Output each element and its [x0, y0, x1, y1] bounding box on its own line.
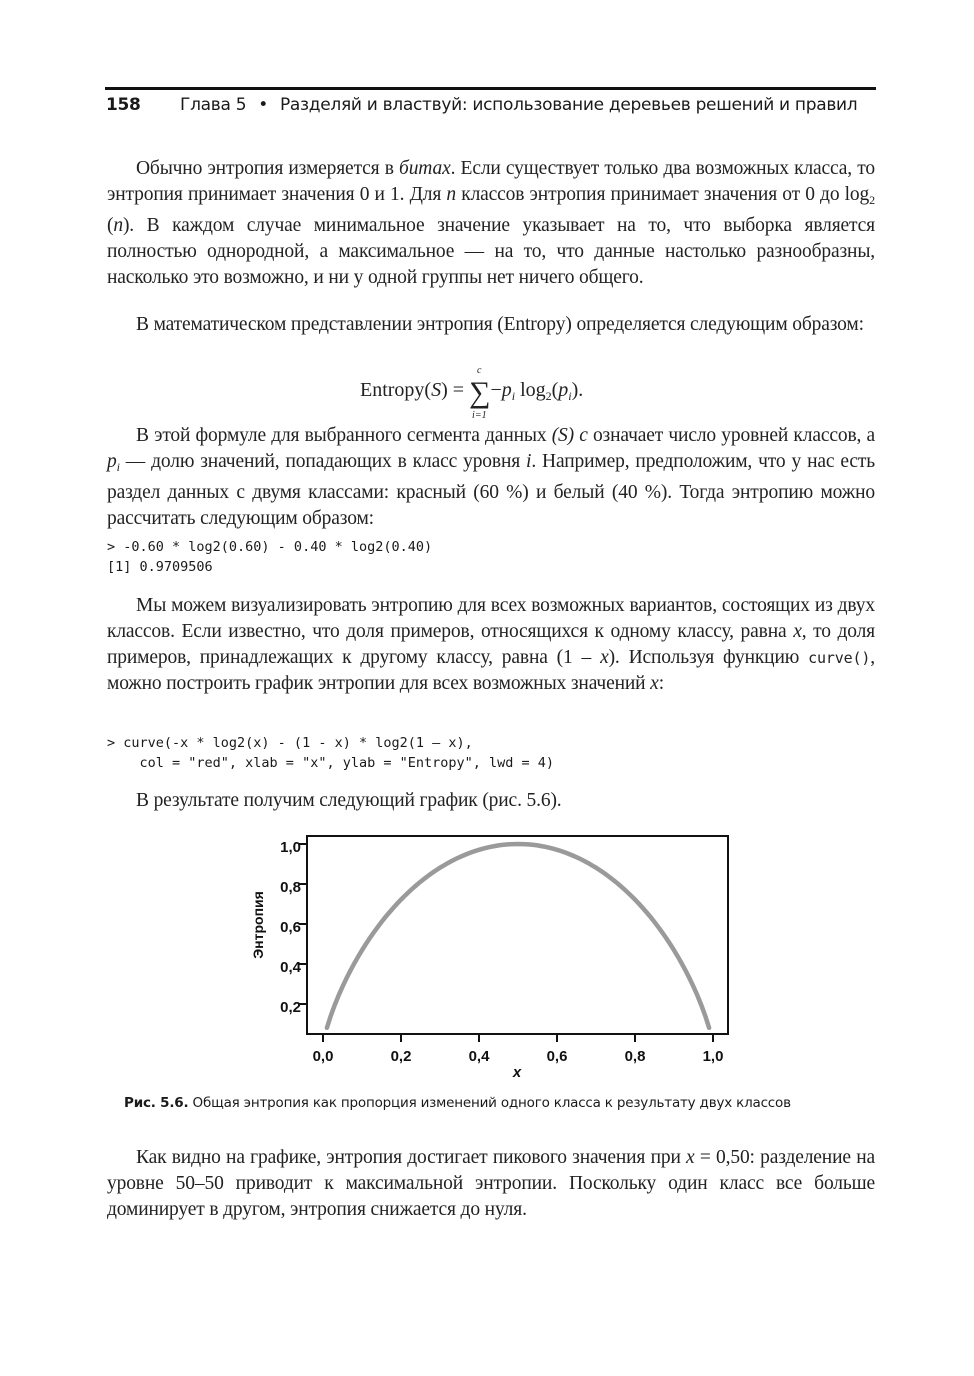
formula-log-base: 2	[545, 389, 552, 403]
y-axis-label: Энтропия	[250, 891, 266, 959]
minus: −	[490, 379, 502, 401]
entropy-curve	[327, 844, 709, 1028]
paragraph-6	[107, 1145, 875, 1223]
y-tick-label: 0,2	[280, 999, 301, 1016]
x-tick-label: 1,0	[702, 1048, 724, 1065]
italic-term: битах	[399, 158, 451, 179]
x-tick-label: 0,6	[546, 1048, 568, 1065]
text: , можно построить график энтропии для всех возможных значений	[107, 647, 875, 694]
subscript: i	[116, 460, 120, 474]
code-line: > curve(-x * log2(x) - (1 - x) * log2(1 – x),	[107, 735, 473, 751]
text: В результате получим следующий график (рис. 5.6).	[136, 790, 562, 811]
formula-p: p	[501, 379, 512, 401]
y-axis	[280, 839, 307, 1016]
text: . Например, предположим, что у нас есть раздел данных с двумя классами: красный (60 %) и белый (40 %). Тогда энтропию можно рассчитать следующим образом:	[107, 451, 875, 529]
sum-upper: c	[477, 365, 482, 376]
sum-symbol	[469, 365, 491, 421]
paragraph-1	[107, 156, 875, 291]
paren: (	[551, 379, 559, 401]
sum-lower: i=1	[472, 410, 487, 421]
inline-code: curve()	[808, 649, 871, 667]
italic-var: x	[650, 673, 659, 694]
code-line: > -0.60 * log2(0.60) - 0.40 * log2(0.40)	[107, 539, 433, 555]
italic-var: n	[113, 215, 123, 236]
text: Как видно на графике, энтропия достигает пикового значения при	[136, 1147, 687, 1168]
x-tick-label: 0,0	[312, 1048, 334, 1065]
chapter-label: Глава 5	[180, 95, 247, 115]
code-block-2	[107, 733, 554, 773]
text: . Если существует только два возможных класса, то энтропия принимает значения 0 и 1. Для	[107, 158, 875, 205]
text: означает число уровней классов, а	[587, 425, 875, 446]
formula-lhs: Entropy(	[360, 379, 432, 401]
formula-eq: ) =	[441, 379, 470, 401]
y-tick-label: 0,6	[280, 919, 301, 936]
italic-var: x	[793, 621, 802, 642]
formula-sub-i: i	[511, 389, 516, 403]
text: классов энтропия принимает значения от 0 до log	[456, 184, 870, 205]
italic-var: i	[526, 451, 532, 472]
paragraph-5	[107, 788, 875, 814]
code-block-1	[107, 537, 432, 577]
x-tick-label: 0,2	[390, 1048, 412, 1065]
y-tick-label: 0,4	[280, 959, 301, 976]
header-rule	[105, 87, 876, 90]
text: В математическом представлении энтропия (Entropy) определяется следующим образом:	[136, 314, 864, 335]
chapter-title: Разделяй и властвуй: использование деревьев решений и правил	[279, 95, 858, 115]
text: ). В каждом случае минимальное значение указывает на то, что выборка является полностью однородной, а максимальное — на то, что данные настолько разнообразны, насколько это возможно, и ни у одной группы нет ничего общего.	[107, 215, 875, 288]
caption-text: Общая энтропия как пропорция изменений одного класса к результату двух классов	[188, 1095, 791, 1111]
x-axis-label: x	[512, 1064, 522, 1081]
italic-var: x	[686, 1147, 695, 1168]
plot-box	[307, 836, 728, 1034]
code-line: col = "red", xlab = "x", ylab = "Entropy", lwd = 4)	[107, 755, 555, 771]
italic-var: n	[446, 184, 457, 205]
paragraph-2	[107, 312, 875, 338]
text: , то доля примеров, принадлежащих к другому классу, равна (1 –	[107, 621, 876, 668]
x-tick-label: 0,4	[468, 1048, 490, 1065]
text: (	[107, 215, 114, 236]
x-axis	[313, 1034, 724, 1065]
text: В этой формуле для выбранного сегмента данных	[136, 425, 552, 446]
y-tick-label: 0,8	[280, 879, 301, 896]
italic-var: (S) c	[551, 425, 588, 446]
entropy-formula	[0, 366, 974, 426]
formula-p: p	[558, 379, 569, 401]
paragraph-4	[107, 593, 875, 697]
formula-sub-i: i	[568, 389, 572, 403]
text: = 0,50: разделение на уровне 50–50 приводит к максимальной энтропии. Поскольку один класс все больше доминирует в другом, энтропия снижается до нуля.	[107, 1147, 875, 1220]
formula-log: log	[515, 379, 546, 401]
formula-var: S	[431, 379, 442, 401]
sigma: ∑	[469, 376, 491, 409]
figure-caption	[124, 1095, 884, 1111]
y-tick-label: 1,0	[280, 839, 301, 856]
text: Мы можем визуализировать энтропию для всех возможных вариантов, состоящих из двух классов. Если известно, что доля примеров, относящихся к одному классу, равна	[107, 595, 875, 642]
paragraph-3	[107, 423, 875, 532]
x-tick-label: 0,8	[624, 1048, 646, 1065]
code-line: [1] 0.9709506	[107, 559, 213, 575]
caption-label: Рис. 5.6.	[124, 1095, 189, 1111]
page-number: 158	[106, 95, 141, 115]
italic-var: x	[600, 647, 609, 668]
paren: ).	[571, 379, 584, 401]
text: :	[658, 673, 664, 694]
running-header	[106, 95, 876, 119]
subscript: 2	[869, 193, 875, 207]
text: — долю значений, попадающих в класс уровня	[119, 451, 527, 472]
text: ). Используя функцию	[608, 647, 809, 668]
text: Обычно энтропия измеряется в	[136, 158, 400, 179]
italic-var: p	[107, 451, 117, 472]
header-bullet: •	[258, 95, 268, 115]
